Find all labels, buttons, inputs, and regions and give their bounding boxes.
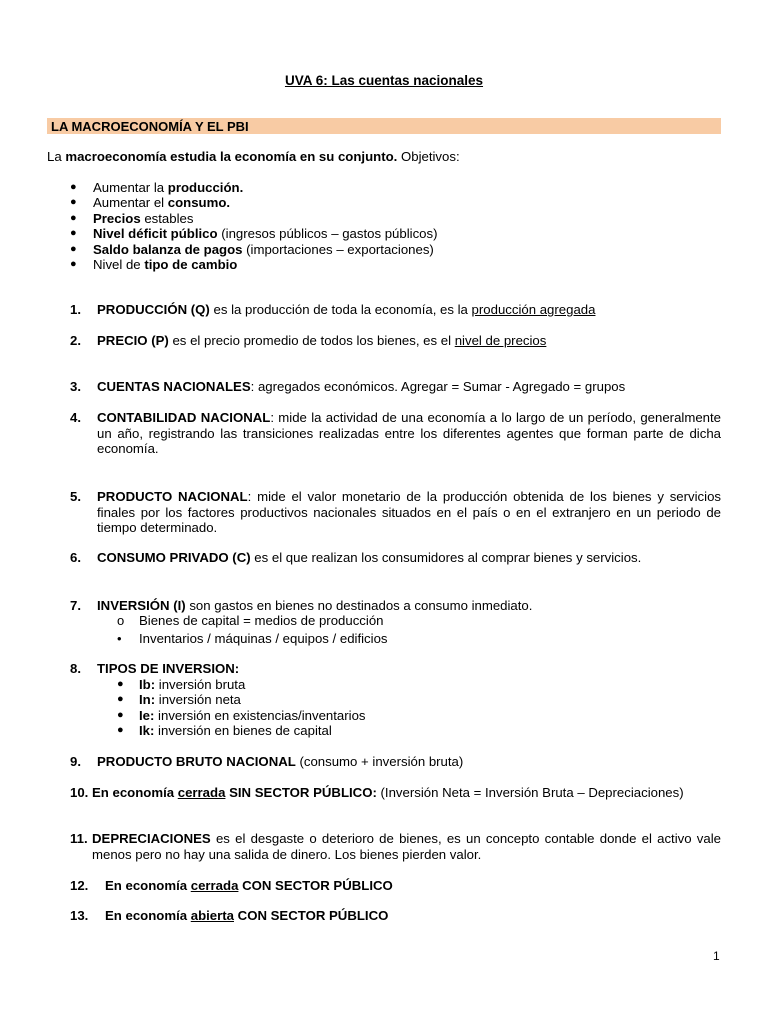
text-run: Ib: [139,677,156,692]
text-run: inversión neta [155,692,241,708]
page-number: 1 [713,949,720,963]
numbered-item-4: 4. CONTABILIDAD NACIONAL: mide la actividad de una economía a lo largo de un período, generalmente un año, registrando las transiciones realizadas entre los diferentes agentes que forman parte de dicha economía. [70,410,721,456]
document-title: UVA 6: Las cuentas nacionales [284,73,484,88]
bullet-icon: ● [117,678,124,690]
text-run: : mide el valor monetario de la producción obtenida de los bienes y servicios finales por los factores productivos nacionales situados en el país o en el extranjero en un periodo de tiempo determinado. [97,489,721,535]
numbered-item-2: 2. PRECIO (P) es el precio promedio de todos los bienes, es el nivel de precios [70,333,547,348]
numbered-item-12: 12. En economía cerrada CON SECTOR PÚBLICO [70,878,393,893]
list-item [70,211,437,226]
text-run: PRODUCTO BRUTO NACIONAL [97,754,296,769]
text-run: Ie: [139,707,155,723]
bullet-icon: • [117,631,122,647]
list-item [70,180,437,195]
text-run: CONSUMO PRIVADO (C) [97,550,251,565]
numbered-item-5: 5. PRODUCTO NACIONAL: mide el valor monetario de la producción obtenida de los bienes y servicios finales por los factores productivos nacionales situados en el país o en el extranjero en un periodo de tiempo determinado. [70,489,721,535]
text-run: En economía [92,785,178,800]
text-run: consumo. [167,195,231,211]
numbered-item-1: 1. PRODUCCIÓN (Q) es la producción de toda la economía, es la producción agregada [70,302,596,317]
text-run: En economía [105,908,191,923]
list-item [70,226,437,241]
text-run: DEPRECIACIONES [92,831,211,846]
text-run: abierta [190,908,234,923]
text-run: Bienes de capital = medios de producción [139,613,384,628]
bullet-icon: ● [70,196,77,209]
text-run: nivel de precios [454,333,547,348]
text-run: PRODUCTO NACIONAL [97,489,248,504]
text-run: (importaciones – exportaciones) [242,241,434,257]
list-item [117,631,388,646]
text-run: cerrada [190,878,239,893]
text-run: es el que realizan los consumidores al comprar bienes y servicios. [250,550,642,565]
text-run: tipo de cambio [144,256,238,272]
text-run: CON SECTOR PÚBLICO [234,908,389,923]
bullet-icon: ● [70,257,77,270]
bullet-icon: ● [70,227,77,240]
bullet-icon: ● [117,693,124,706]
text-run: producción agregada [471,302,596,317]
text-run: (Inversión Neta = Inversión Bruta – Depreciaciones) [376,785,684,800]
numbered-item-9: 9. PRODUCTO BRUTO NACIONAL (consumo + inversión bruta) [70,754,464,769]
numbered-item-13: 13. En economía abierta CON SECTOR PÚBLICO [70,908,389,923]
text-run: Nivel déficit público [93,226,218,242]
list-item [117,708,366,723]
section-heading-band [47,118,721,134]
numbered-item-8: 8. TIPOS DE INVERSION: [70,661,240,676]
bullet-icon: ● [117,708,124,721]
circle-bullet-icon: o [117,613,125,628]
text-run: Aumentar la [93,180,168,195]
text-run: Saldo balanza de pagos [93,241,243,257]
text-run: (ingresos públicos – gastos públicos) [217,226,438,242]
text-run: (consumo + inversión bruta) [295,754,464,769]
numbered-item-3: 3. CUENTAS NACIONALES: agregados económicos. Agregar = Sumar - Agregado = grupos [70,379,626,394]
bullet-icon: ● [70,242,77,255]
bullet-icon: ● [117,724,124,737]
text-run: In: [139,692,156,708]
numbered-item-10: 10. En economía cerrada SIN SECTOR PÚBLICO: (Inversión Neta = Inversión Bruta – Depreciaciones) [70,785,684,800]
text-run: INVERSIÓN (I) [97,598,186,613]
list-item [117,723,366,738]
text-run: CUENTAS NACIONALES [97,379,251,394]
text-run: es el precio promedio de todos los bienes, es el [168,333,455,348]
list-item [117,692,366,707]
list-item [70,242,437,257]
text-run: Precios [93,210,141,226]
text-run: producción. [167,180,244,195]
objectives-list [70,180,437,272]
text-run: PRECIO (P) [97,333,169,348]
list-item [117,613,388,628]
text-run: SIN SECTOR PÚBLICO: [225,785,377,800]
text-run: es la producción de toda la economía, es la [209,302,472,317]
text-run: En economía [105,878,191,893]
text-run: Aumentar el [93,195,168,211]
text-run: TIPOS DE INVERSION: [97,661,240,676]
text-run: cerrada [177,785,226,800]
investment-types-list [117,677,366,739]
numbered-item-11: 11. DEPRECIACIONES es el desgaste o deterioro de bienes, es un concepto contable donde el activo vale menos pero no hay una salida de dinero. Los bienes pierden valor. [70,831,721,862]
text-run: es el desgaste o deterioro de bienes, es un concepto contable donde el activo vale menos pero no hay una salida de dinero. Los bienes pierden valor. [92,831,721,862]
text-run: Ik: [139,723,155,739]
text-run: : agregados económicos. Agregar = Sumar - Agregado = grupos [250,379,626,394]
text-run: : mide la actividad de una economía a lo largo de un período, generalmente un año, registrando las transiciones realizadas entre los diferentes agentes que forman parte de dicha economía. [97,410,721,456]
list-item [70,257,437,272]
text-run: Nivel de [93,256,145,272]
text-run: inversión en bienes de capital [154,723,332,739]
text-run: CON SECTOR PÚBLICO [238,878,393,893]
list-item [70,195,437,210]
list-item [117,677,366,692]
section-heading: LA MACROECONOMÍA Y EL PBI [51,119,249,134]
text-run: son gastos en bienes no destinados a consumo inmediato. [185,598,533,613]
text-run: CONTABILIDAD NACIONAL [97,410,271,425]
bullet-icon: ● [70,211,77,224]
text-run: PRODUCCIÓN (Q) [97,302,210,317]
text-run: inversión en existencias/inventarios [154,707,366,723]
numbered-item-7: 7. INVERSIÓN (I) son gastos en bienes no destinados a consumo inmediato. [70,598,533,613]
text-run: inversión bruta [155,677,246,692]
numbered-item-6: 6. CONSUMO PRIVADO (C) es el que realizan los consumidores al comprar bienes y servicios. [70,550,642,565]
investment-sublist [117,613,388,647]
text-run: Inventarios / máquinas / equipos / edificios [139,631,388,647]
text-run: estables [140,210,194,226]
bullet-icon: ● [70,181,77,193]
intro-paragraph: La macroeconomía estudia la economía en su conjunto. Objetivos: [47,149,460,164]
